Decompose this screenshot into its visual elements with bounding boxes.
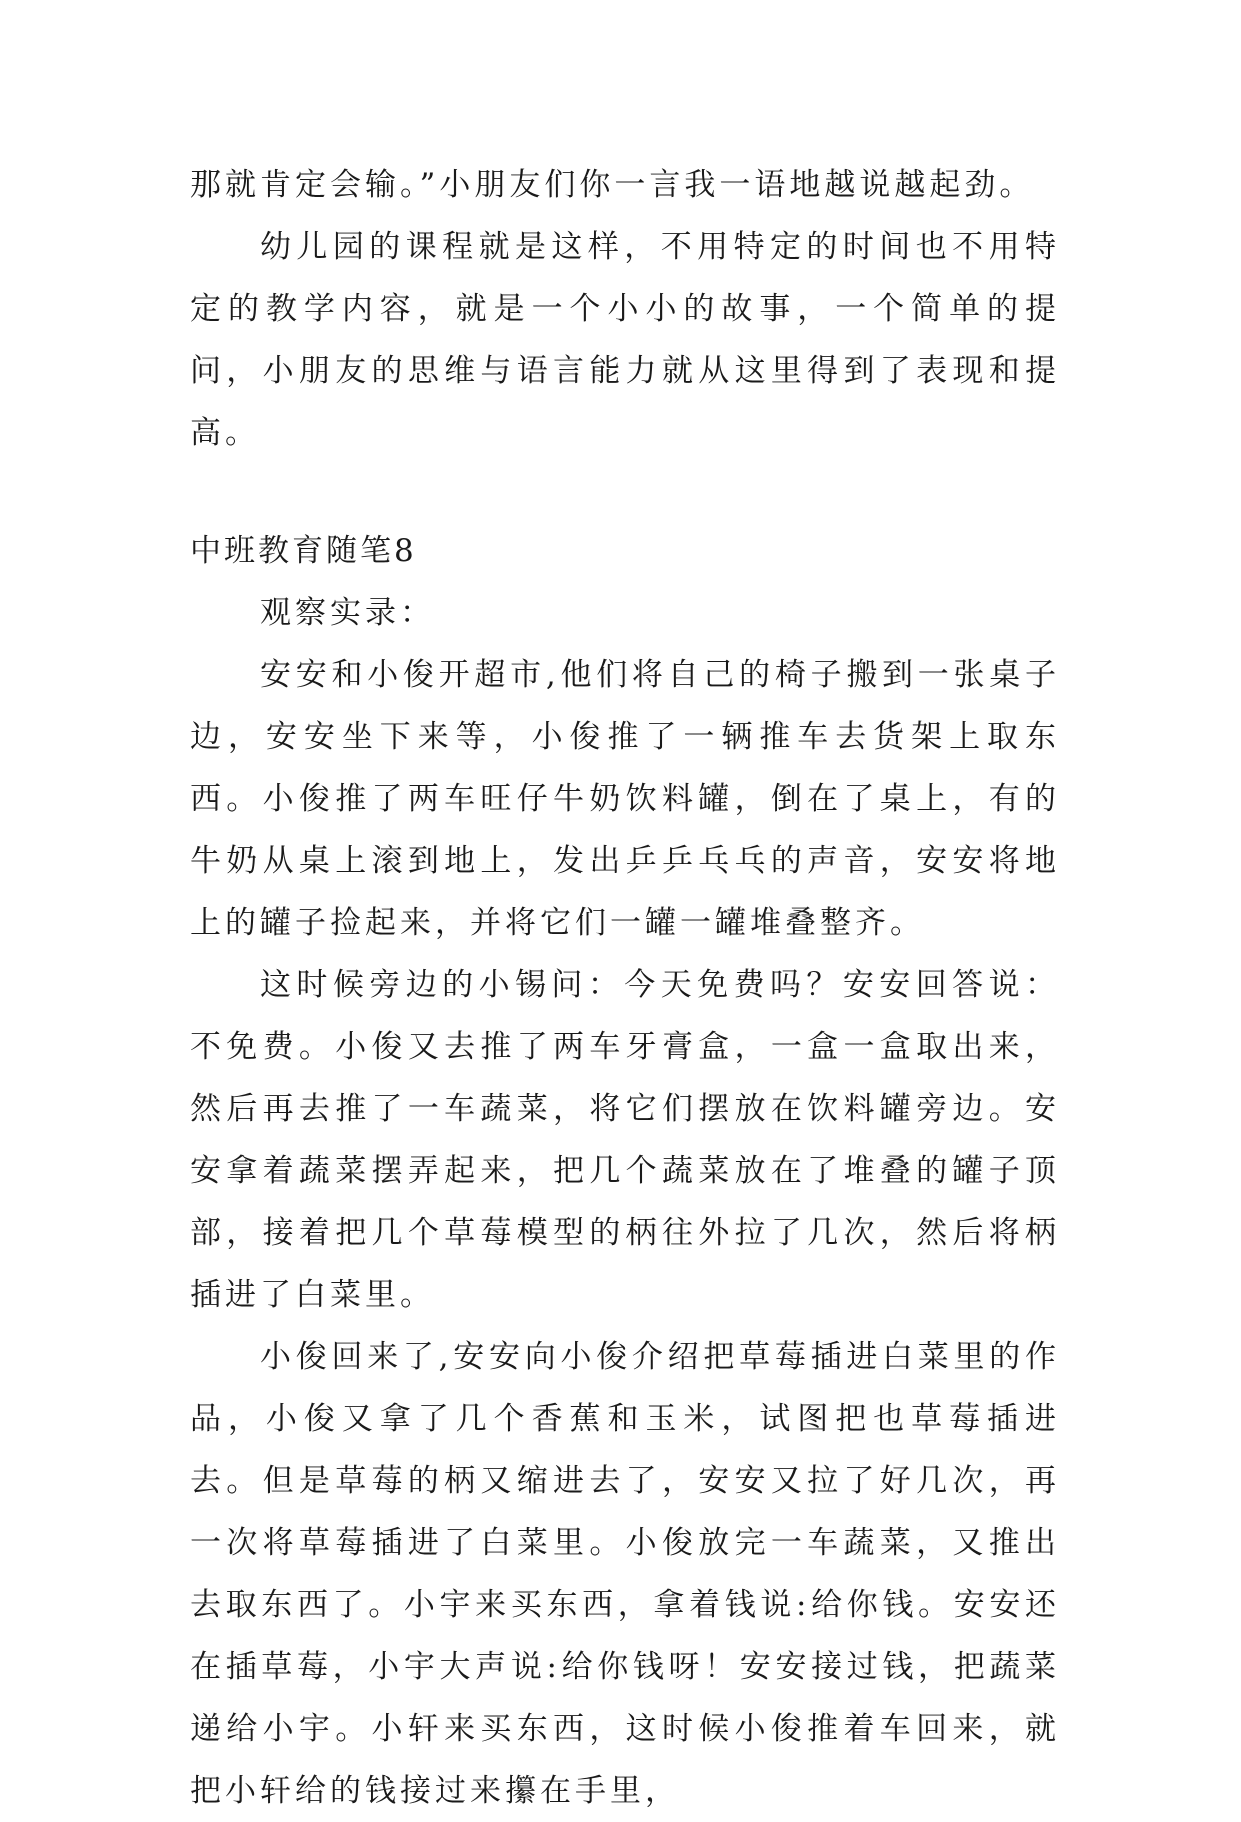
section-title: 中班教育随笔8 bbox=[190, 533, 417, 569]
paragraph-observation-label: 观察实录： bbox=[260, 595, 435, 631]
paragraph-continuation: 那就肯定会输。”小朋友们你一言我一语地越说越起劲。 bbox=[190, 167, 1035, 203]
paragraph-kindergarten-curriculum: 幼儿园的课程就是这样，不用特定的时间也不用特定的教学内容，就是一个小小的故事，一个简单的提问，小朋友的思维与语言能力就从这里得到了表现和提高。 bbox=[190, 229, 1060, 451]
paragraph-supermarket-setup: 安安和小俊开超市,他们将自己的椅子搬到一张桌子边，安安坐下来等，小俊推了一辆推车去货架上取东西。小俊推了两车旺仔牛奶饮料罐，倒在了桌上，有的牛奶从桌上滚到地上，发出乒乒乓乓的声音，安安将地上的罐子捡起来，并将它们一罐一罐堆叠整齐。 bbox=[190, 657, 1060, 941]
paragraph-free-question: 这时候旁边的小锡问：今天免费吗？安安回答说：不免费。小俊又去推了两车牙膏盒，一盒一盒取出来，然后再去推了一车蔬菜，将它们摆放在饮料罐旁边。安安拿着蔬菜摆弄起来，把几个蔬菜放在了堆叠的罐子顶部，接着把几个草莓模型的柄往外拉了几次，然后将柄插进了白菜里。 bbox=[190, 967, 1060, 1313]
document-body bbox=[190, 154, 1060, 1822]
paragraph-strawberry-work: 小俊回来了,安安向小俊介绍把草莓插进白菜里的作品，小俊又拿了几个香蕉和玉米，试图把也草莓插进去。但是草莓的柄又缩进去了，安安又拉了好几次，再一次将草莓插进了白菜里。小俊放完一车蔬菜，又推出去取东西了。小宇来买东西，拿着钱说:给你钱。安安还在插草莓，小宇大声说:给你钱呀！安安接过钱，把蔬菜递给小宇。小轩来买东西，这时候小俊推着车回来，就把小轩给的钱接过来攥在手里， bbox=[190, 1339, 1060, 1809]
